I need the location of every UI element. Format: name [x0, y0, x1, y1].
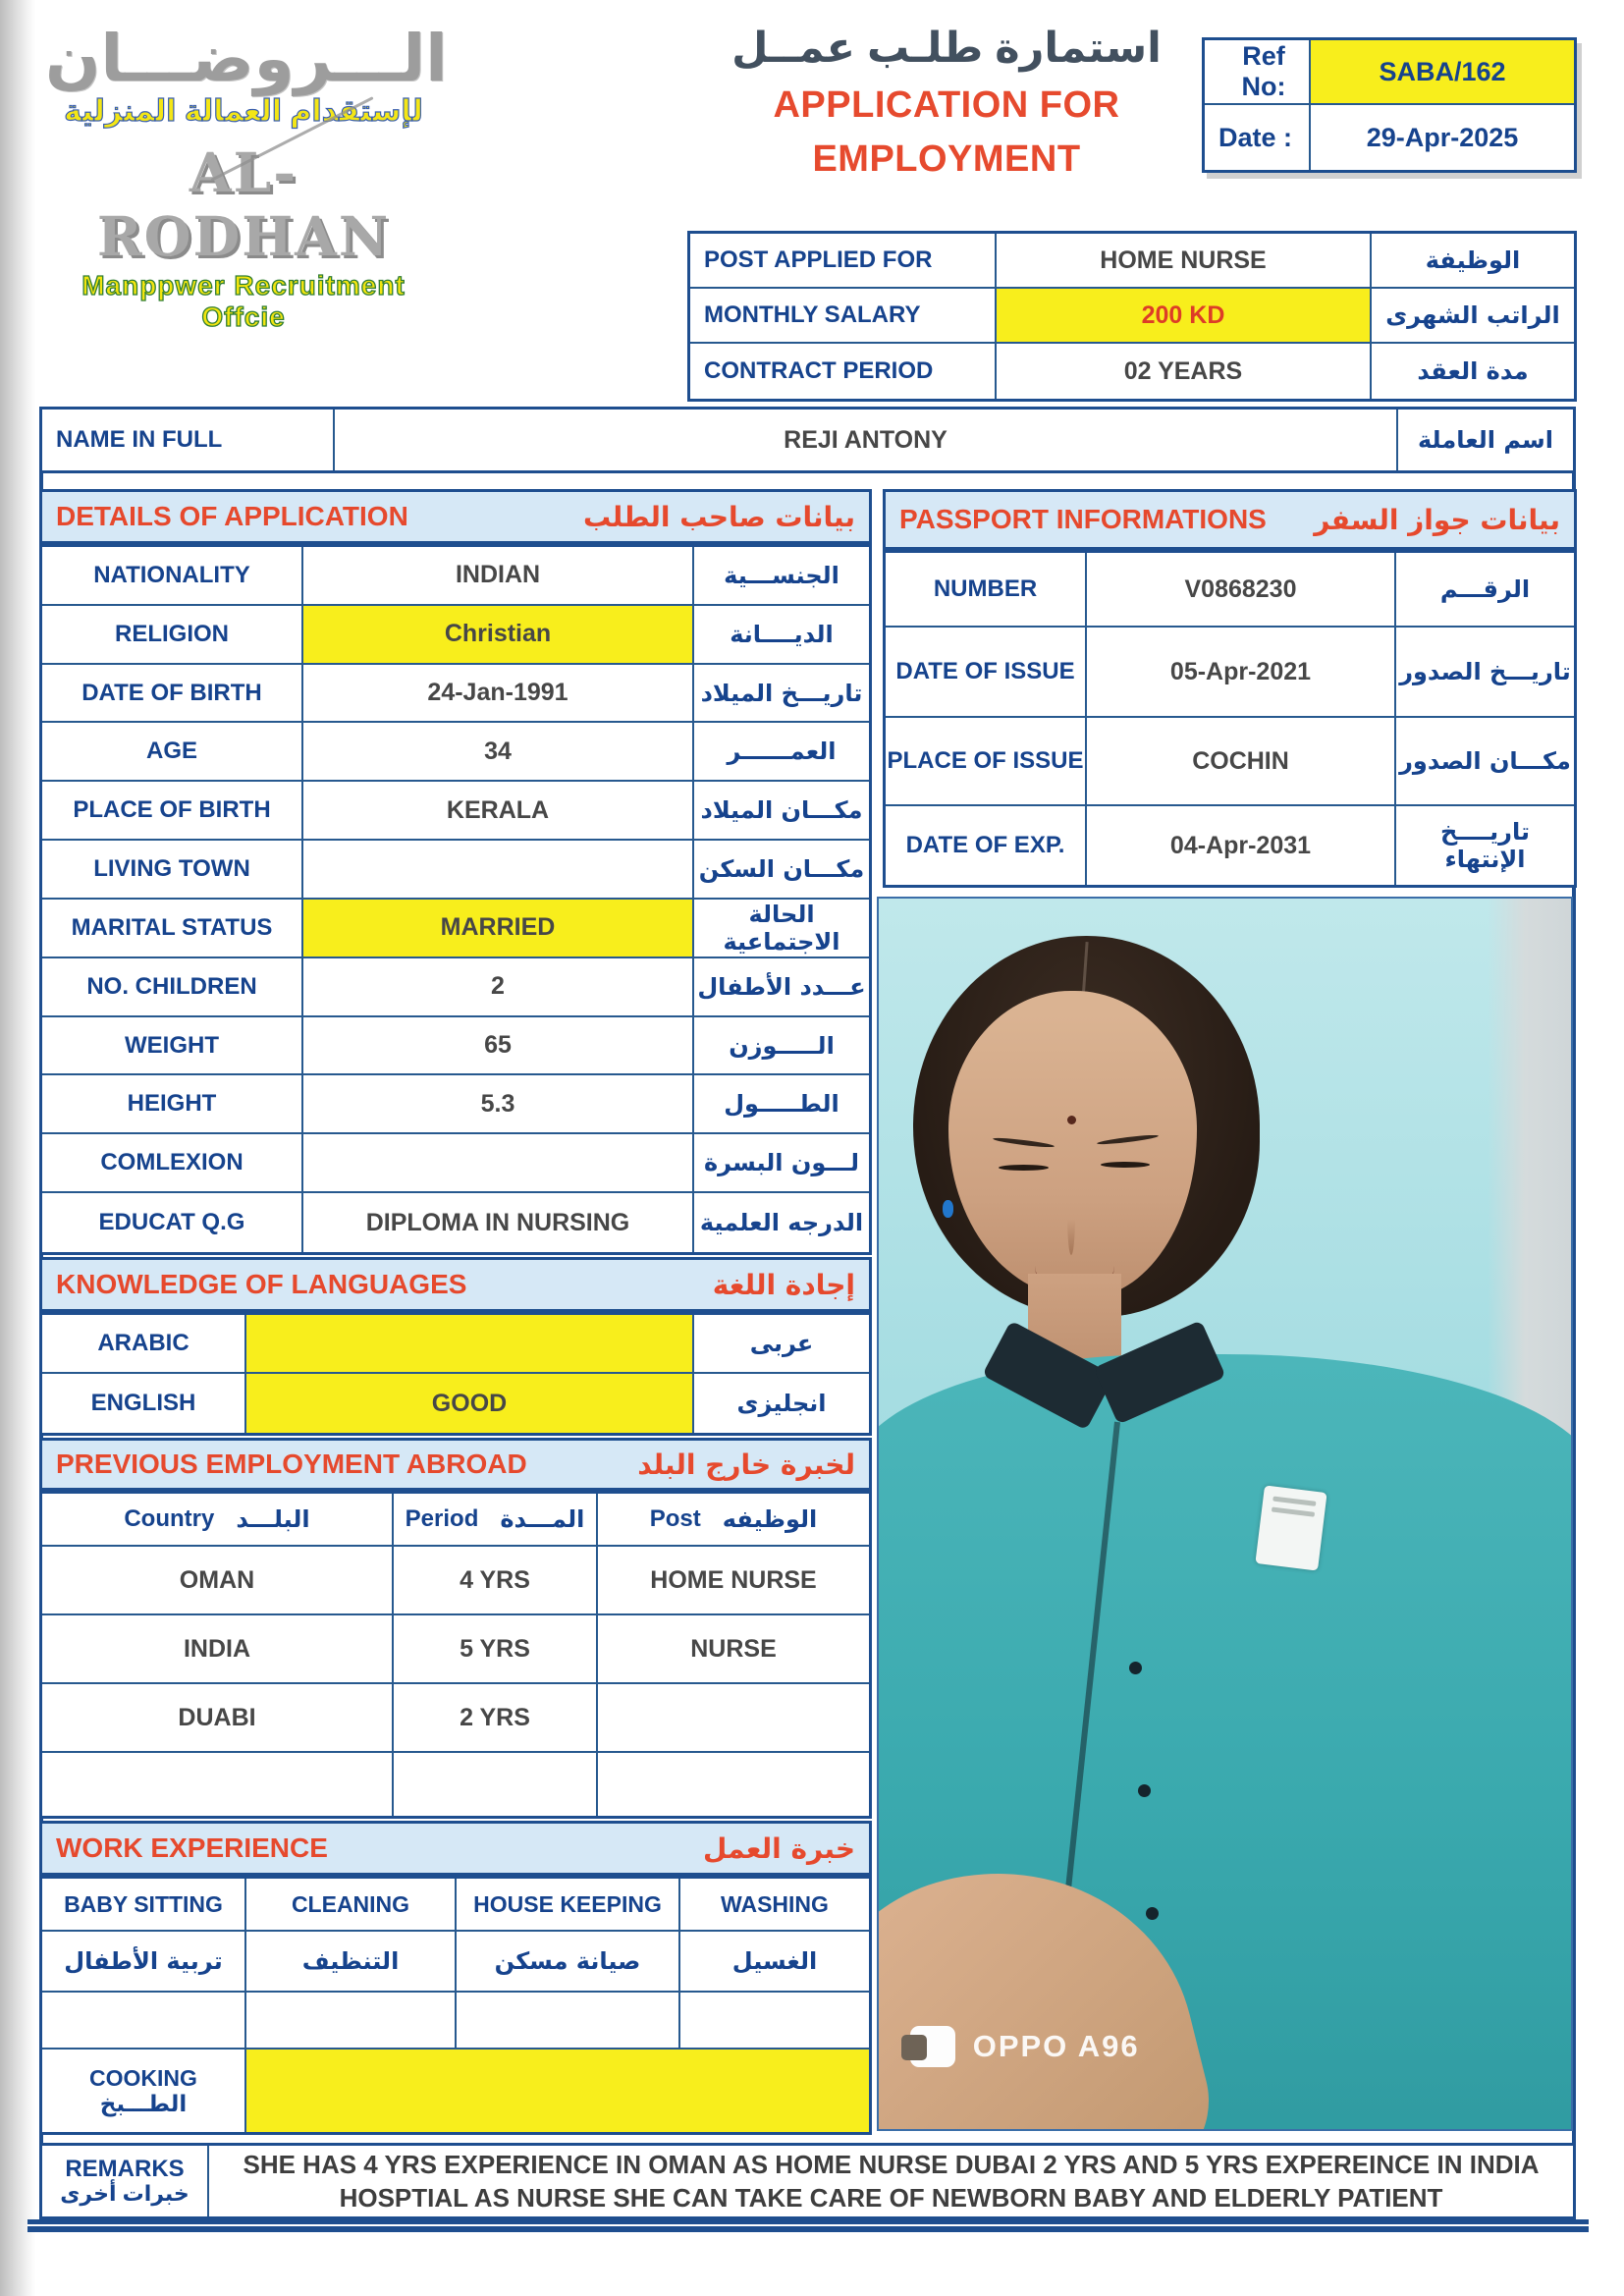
agency-tagline-arabic: لإستقدام العمالة المنزلية — [64, 95, 423, 128]
prev-row-post: NURSE — [598, 1615, 869, 1684]
education-label: EDUCAT Q.G — [42, 1193, 303, 1252]
dob-value: 24-Jan-1991 — [303, 665, 694, 724]
work-experience-header-en: WORK EXPERIENCE — [56, 1832, 328, 1863]
living-town-value — [303, 841, 694, 900]
marital-label: MARITAL STATUS — [42, 900, 303, 958]
post-applied-arabic: الوظيفة — [1372, 234, 1574, 289]
cleaning-label: CLEANING — [246, 1879, 457, 1932]
complexion-arabic: لـــون البسرة — [694, 1134, 869, 1193]
bottom-border-bar — [27, 2219, 1589, 2232]
name-label: NAME IN FULL — [42, 410, 335, 470]
arabic-language-arabic: عربى — [694, 1315, 869, 1374]
education-value: DIPLOMA IN NURSING — [303, 1193, 694, 1252]
date-label: Date : — [1205, 105, 1311, 170]
cooking-label-en: COOKING — [89, 2064, 197, 2091]
weight-value: 65 — [303, 1017, 694, 1076]
english-language-arabic: انجليزى — [736, 1390, 827, 1417]
height-arabic: الطـــــول — [694, 1075, 869, 1134]
work-experience-section-header — [39, 1821, 872, 1876]
column-post-en: Post — [649, 1505, 701, 1532]
washing-label: WASHING — [680, 1879, 869, 1932]
agency-name-latin: AL-RODHAN — [96, 140, 391, 268]
contract-period-arabic: مدة العقد — [1417, 357, 1529, 385]
remarks-label — [42, 2146, 209, 2216]
monthly-salary-arabic: الراتب الشهرى — [1372, 289, 1574, 344]
passport-expiry-label: DATE OF EXP. — [886, 806, 1087, 885]
details-header-ar: بيانات صاحب الطلب — [583, 500, 855, 533]
nationality-arabic: الجنســـية — [694, 547, 869, 606]
baby-sitting-arabic: تربية الأطفال — [42, 1932, 246, 1993]
scan-edge-artifact — [0, 0, 35, 2296]
ref-no-value: SABA/162 — [1311, 40, 1574, 105]
column-country — [42, 1494, 394, 1547]
passport-issue-date-arabic: تاريـــخ الصدور — [1396, 628, 1574, 718]
dob-arabic: تاريـــخ الميلاد — [694, 665, 869, 724]
height-label: HEIGHT — [42, 1075, 303, 1134]
agency-tagline-latin: Manppwer Recruitment Offcie — [81, 270, 406, 332]
baby-sitting-label: BABY SITTING — [42, 1879, 246, 1932]
age-value: 34 — [303, 723, 694, 782]
age-label: AGE — [42, 723, 303, 782]
column-period-ar: المـــدة — [500, 1505, 585, 1533]
column-post — [598, 1494, 869, 1547]
marital-arabic: الحالة الاجتماعية — [694, 900, 869, 958]
cooking-value — [246, 2050, 869, 2132]
previous-employment-header-ar: لخبرة خارج البلد — [637, 1448, 855, 1481]
weight-arabic: الـــــوزن — [694, 1017, 869, 1076]
education-arabic: الدرجه العلمية — [699, 1209, 864, 1237]
photo-bindi — [1067, 1116, 1076, 1124]
cooking-label — [42, 2050, 246, 2132]
prev-row-country: INDIA — [42, 1615, 394, 1684]
camera-watermark-icon — [910, 2026, 955, 2067]
name-value: REJI ANTONY — [335, 410, 1398, 470]
previous-employment-section-header — [39, 1438, 872, 1491]
age-arabic: العمــــــر — [694, 723, 869, 782]
column-country-en: Country — [124, 1505, 215, 1532]
languages-section-header — [39, 1257, 872, 1312]
passport-issue-place-label: PLACE OF ISSUE — [886, 718, 1087, 806]
pob-label: PLACE OF BIRTH — [42, 782, 303, 841]
photo-watermark-text: OPPO A96 — [972, 2029, 1140, 2064]
passport-header-ar: بيانات جواز السفر — [1314, 503, 1560, 536]
applicant-photo — [877, 897, 1573, 2131]
prev-row-country: OMAN — [42, 1547, 394, 1615]
dob-label: DATE OF BIRTH — [42, 665, 303, 724]
religion-label: RELIGION — [42, 606, 303, 665]
passport-header-en: PASSPORT INFORMATIONS — [899, 504, 1267, 534]
passport-expiry-value: 04-Apr-2031 — [1087, 806, 1396, 885]
remarks-label-en: REMARKS — [65, 2155, 185, 2182]
english-language-label: ENGLISH — [42, 1374, 246, 1433]
passport-number-arabic: الرقـــم — [1396, 553, 1574, 628]
passport-number-label: NUMBER — [886, 553, 1087, 628]
prev-row-country — [42, 1753, 394, 1816]
washing-value — [680, 1993, 869, 2050]
children-value: 2 — [303, 958, 694, 1017]
remarks-label-ar: خبرات أخرى — [60, 2181, 189, 2207]
prev-row-period: 5 YRS — [394, 1615, 598, 1684]
weight-label: WEIGHT — [42, 1017, 303, 1076]
remarks-row — [39, 2143, 1576, 2219]
children-label: NO. CHILDREN — [42, 958, 303, 1017]
pob-value: KERALA — [303, 782, 694, 841]
previous-employment-table — [39, 1491, 872, 1819]
post-applied-label: POST APPLIED FOR — [690, 234, 997, 289]
passport-section-header — [883, 489, 1577, 550]
passport-issue-place-value: COCHIN — [1087, 718, 1396, 806]
marital-value: MARRIED — [303, 900, 694, 958]
prev-row-period — [394, 1753, 598, 1816]
photo-button — [1138, 1784, 1151, 1797]
ref-date-box — [1202, 37, 1577, 173]
prev-row-country: DUABI — [42, 1684, 394, 1753]
photo-button — [1129, 1662, 1142, 1674]
cleaning-value — [246, 1993, 457, 2050]
prev-row-period: 4 YRS — [394, 1547, 598, 1615]
ref-no-label: Ref No: — [1205, 40, 1311, 105]
languages-header-en: KNOWLEDGE OF LANGUAGES — [56, 1269, 467, 1299]
baby-sitting-value — [42, 1993, 246, 2050]
house-keeping-value — [457, 1993, 680, 2050]
arabic-language-value — [246, 1315, 694, 1374]
remarks-line2: HOSPTIAL AS NURSE SHE CAN TAKE CARE OF NEWBORN BABY AND ELDERLY PATIENT — [339, 2183, 1443, 2213]
living-town-arabic: مكـــان السكن — [694, 841, 869, 900]
children-arabic: عـــدد الأطفال — [694, 958, 869, 1017]
languages-header-ar: إجادة اللغة — [712, 1268, 855, 1301]
prev-row-period: 2 YRS — [394, 1684, 598, 1753]
passport-table — [883, 550, 1577, 888]
passport-number-value: V0868230 — [1087, 553, 1396, 628]
name-arabic: اسم العاملة — [1417, 426, 1553, 454]
washing-arabic: الغسيل — [680, 1932, 869, 1993]
cooking-label-ar: الطـــبخ — [99, 2091, 188, 2116]
form-title — [701, 24, 1192, 181]
passport-issue-date-label: DATE OF ISSUE — [886, 628, 1087, 718]
religion-value: Christian — [303, 606, 694, 665]
photo-watermark — [910, 2026, 1140, 2067]
passport-expiry-arabic: تاريــــخ الإنتهاء — [1440, 818, 1530, 873]
prev-row-post — [598, 1684, 869, 1753]
work-experience-header-ar: خبرة العمل — [703, 1831, 855, 1865]
cleaning-arabic: التنظيف — [246, 1932, 457, 1993]
remarks-line1: SHE HAS 4 YRS EXPERIENCE IN OMAN AS HOME NURSE DUBAI 2 YRS AND 5 YRS EXPEREINCE IN INDIA — [243, 2150, 1540, 2179]
complexion-label: COMLEXION — [42, 1134, 303, 1193]
agency-name-arabic: الـــروضـــان — [45, 22, 448, 94]
details-section-header — [39, 489, 872, 544]
monthly-salary-value: 200 KD — [997, 289, 1372, 344]
agency-logo — [45, 22, 448, 333]
details-header-en: DETAILS OF APPLICATION — [56, 501, 408, 531]
post-applied-table — [687, 231, 1577, 402]
nationality-label: NATIONALITY — [42, 547, 303, 606]
photo-id-badge — [1255, 1486, 1326, 1571]
remarks-text — [209, 2146, 1573, 2216]
height-value: 5.3 — [303, 1075, 694, 1134]
languages-table — [39, 1312, 872, 1436]
contract-period-value: 02 YEARS — [997, 344, 1372, 399]
column-period-en: Period — [405, 1505, 479, 1532]
form-title-line2: EMPLOYMENT — [812, 138, 1081, 180]
details-table — [39, 544, 872, 1255]
complexion-value — [303, 1134, 694, 1193]
photo-eye-left — [999, 1165, 1049, 1171]
passport-issue-date-value: 05-Apr-2021 — [1087, 628, 1396, 718]
pob-arabic: مكـــان الميلاد — [694, 782, 869, 841]
photo-earring — [943, 1200, 953, 1218]
passport-issue-place-arabic: مكـــان الصدور — [1396, 718, 1574, 806]
form-title-arabic: استمارة طلـب عمــل — [731, 25, 1162, 72]
monthly-salary-label: MONTHLY SALARY — [690, 289, 997, 344]
post-applied-value: HOME NURSE — [997, 234, 1372, 289]
work-experience-table — [39, 1876, 872, 2135]
column-post-ar: الوظيفه — [722, 1505, 818, 1533]
date-value: 29-Apr-2025 — [1366, 122, 1519, 152]
religion-arabic: الديــــانة — [694, 606, 869, 665]
house-keeping-label: HOUSE KEEPING — [457, 1879, 680, 1932]
name-row — [39, 407, 1576, 473]
column-period — [394, 1494, 598, 1547]
living-town-label: LIVING TOWN — [42, 841, 303, 900]
arabic-language-label: ARABIC — [42, 1315, 246, 1374]
contract-period-label: CONTRACT PERIOD — [690, 344, 997, 399]
house-keeping-arabic: صيانة مسكن — [457, 1932, 680, 1993]
english-language-value: GOOD — [246, 1374, 694, 1433]
prev-row-post: HOME NURSE — [598, 1547, 869, 1615]
previous-employment-header-en: PREVIOUS EMPLOYMENT ABROAD — [56, 1449, 527, 1479]
form-title-line1: APPLICATION FOR — [773, 84, 1120, 126]
column-country-ar: البلـــد — [236, 1505, 310, 1533]
nationality-value: INDIAN — [303, 547, 694, 606]
prev-row-post — [598, 1753, 869, 1816]
